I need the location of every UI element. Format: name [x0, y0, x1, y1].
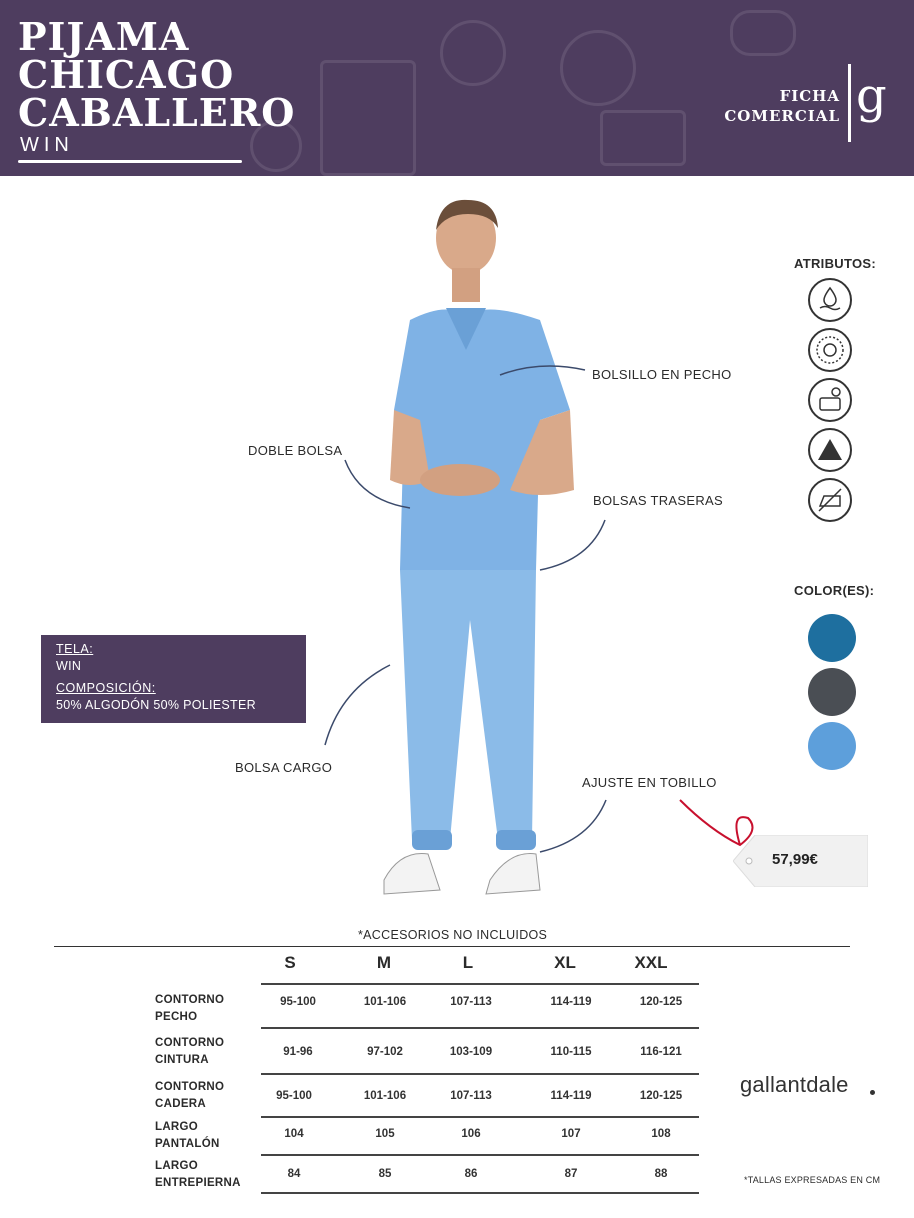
table-cell: 86 [464, 1168, 478, 1180]
table-cell: 120-125 [639, 1090, 683, 1102]
ficha-line-2: COMERCIAL [724, 107, 840, 125]
callout-bolsas-traseras: BOLSAS TRASERAS [593, 493, 723, 508]
row-label-contorno-cintura [155, 1035, 224, 1069]
table-cell: 101-106 [363, 996, 407, 1008]
no-iron-icon [808, 478, 852, 522]
row-label-contorno-pecho [155, 992, 224, 1026]
accessories-note: *ACCESORIOS NO INCLUIDOS [358, 928, 548, 942]
table-cell: 97-102 [367, 1046, 403, 1058]
doodle-bottle [730, 10, 796, 56]
callout-ajuste-tobillo: AJUSTE EN TOBILLO [582, 775, 717, 790]
composicion-label: COMPOSICIÓN: [56, 681, 156, 695]
table-rule-5 [261, 1192, 699, 1194]
row-label-line: LARGO [155, 1121, 199, 1133]
callout-bolsa-cargo: BOLSA CARGO [235, 760, 333, 775]
title-line-2: CHICAGO [18, 52, 235, 97]
shoe-left [384, 854, 440, 894]
table-rule-3 [261, 1116, 699, 1118]
row-label-largo-pantalon [155, 1119, 220, 1153]
title-line-3: CABALLERO [18, 90, 296, 135]
row-label-line: CONTORNO [155, 1037, 225, 1049]
table-cell: 104 [284, 1128, 304, 1140]
ficha-line-1: FICHA [779, 87, 840, 105]
doodle-eye-chart [320, 60, 416, 176]
table-rule-4 [261, 1154, 699, 1156]
washing-icon [808, 378, 852, 422]
row-label-line: LARGO [155, 1160, 199, 1172]
brand-underline [18, 160, 242, 163]
table-rule-2 [261, 1073, 699, 1075]
table-rule-1 [261, 1027, 699, 1029]
header-banner [0, 0, 914, 176]
row-label-line: CADERA [155, 1098, 206, 1110]
attributes-title: ATRIBUTOS: [794, 256, 876, 271]
title-line-1: PIJAMA [18, 14, 190, 59]
color-swatch-3[interactable] [808, 722, 856, 770]
table-cell: 116-121 [640, 1046, 682, 1058]
row-label-line: PANTALÓN [155, 1138, 220, 1150]
doodle-box [600, 110, 686, 166]
table-cell: 108 [651, 1128, 671, 1140]
price-value: 57,99€ [772, 851, 818, 868]
table-rule-0 [261, 983, 699, 985]
table-cell: 114-119 [550, 996, 592, 1008]
table-cell: 101-106 [363, 1090, 407, 1102]
table-cell: 110-115 [550, 1046, 592, 1058]
header-divider [848, 64, 851, 142]
table-cell: 103-109 [449, 1046, 493, 1058]
model-neck [452, 268, 480, 302]
table-cell: 106 [461, 1128, 481, 1140]
tela-label: TELA: [56, 642, 94, 656]
callout-bolsillo-pecho: BOLSILLO EN PECHO [592, 367, 732, 382]
colors-title: COLOR(ES): [794, 583, 875, 598]
table-cell: 120-125 [639, 996, 683, 1008]
size-header-s: S [284, 953, 296, 972]
water-resistant-icon [808, 278, 852, 322]
doodle-beaker [560, 30, 636, 106]
tallas-note: *TALLAS EXPRESADAS EN CM [744, 1175, 881, 1185]
table-cell: 107 [561, 1128, 581, 1140]
table-cell: 87 [564, 1168, 578, 1180]
scrub-pants [400, 570, 536, 840]
row-label-line: ENTREPIERNA [155, 1177, 241, 1189]
table-cell: 84 [287, 1168, 301, 1180]
logo-g: g [856, 68, 887, 124]
brand-subtitle: WIN [20, 134, 74, 156]
model-figure [300, 190, 640, 930]
logo-registered-mark [870, 1090, 875, 1095]
size-header-xl: XL [554, 953, 576, 972]
row-label-line: CINTURA [155, 1054, 209, 1066]
ankle-cuff-right [496, 830, 536, 850]
sterilizable-seal-icon [808, 328, 852, 372]
color-swatch-2[interactable] [808, 668, 856, 716]
row-label-line: PECHO [155, 1011, 198, 1023]
table-cell: 85 [378, 1168, 392, 1180]
triangle-icon [808, 428, 852, 472]
fabric-box [41, 635, 306, 723]
size-header-l: L [462, 953, 474, 972]
row-label-largo-entrepierna [155, 1158, 241, 1192]
callout-doble-bolsa: DOBLE BOLSA [248, 443, 343, 458]
table-cell: 114-119 [550, 1090, 592, 1102]
doodle-pill [440, 20, 506, 86]
table-cell: 91-96 [283, 1046, 313, 1058]
table-cell: 95-100 [280, 996, 316, 1008]
table-cell: 95-100 [276, 1090, 312, 1102]
tela-value: WIN [56, 659, 82, 673]
row-label-contorno-cadera [155, 1079, 224, 1113]
row-label-line: CONTORNO [155, 1081, 225, 1093]
ankle-cuff-left [412, 830, 452, 850]
table-cell: 105 [375, 1128, 395, 1140]
gallantdale-logo: gallantdale [740, 1072, 849, 1097]
table-cell: 107-113 [450, 1090, 492, 1102]
ficha-comercial [724, 86, 840, 126]
size-header-m: M [376, 953, 392, 972]
composicion-value: 50% ALGODÓN 50% POLIESTER [56, 698, 256, 712]
table-cell: 107-113 [450, 996, 492, 1008]
table-top-rule [54, 946, 850, 947]
model-hands [420, 464, 500, 496]
color-swatch-1[interactable] [808, 614, 856, 662]
shoe-right [486, 854, 540, 894]
row-label-line: CONTORNO [155, 994, 225, 1006]
size-header-xxl: XXL [634, 953, 668, 972]
table-cell: 88 [654, 1168, 668, 1180]
